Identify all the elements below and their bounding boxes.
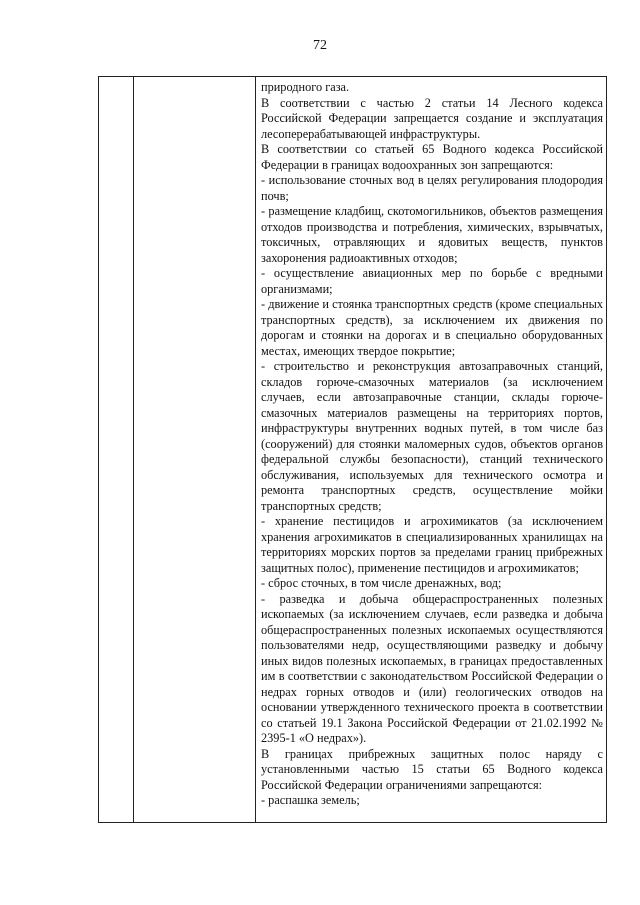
list-item: - строительство и реконструкция автозаправочных станций, складов горюче-смазочных материалов (за исключением случаев, если автозаправочные станции, склады горюче-смазочных материалов размещены на территориях портов, инфраструктуры внутренних водных путей, в том числе баз (сооружений) для стоянки маломерных судов, объектов органов федеральной службы безопасности), станций технического обслуживания, используемых для технического осмотра и ремонта транспортных средств, осуществление мойки транспортных средств;	[261, 359, 603, 513]
paragraph: В соответствии со статьей 65 Водного кодекса Российской Федерации в границах водоохранных зон запрещаются:	[261, 142, 603, 172]
list-item: - распашка земель;	[261, 793, 360, 807]
list-item: - осуществление авиационных мер по борьбе с вредными организмами;	[261, 266, 603, 296]
list-item: - использование сточных вод в целях регулирования плодородия почв;	[261, 173, 603, 203]
paragraph: В соответствии с частью 2 статьи 14 Лесного кодекса Российской Федерации запрещается создание и эксплуатация лесоперерабатывающей инфраструктуры.	[261, 95, 603, 141]
list-item: - движение и стоянка транспортных средств (кроме специальных транспортных средств), за исключением их движения по дорогам и стоянки на дорогах и в специально оборудованных местах, имеющих твердое покрытие;	[261, 297, 603, 358]
list-item: - размещение кладбищ, скотомогильников, объектов размещения отходов производства и потребления, химических, взрывчатых, токсичных, отравляющих и ядовитых веществ, пунктов захоронения радиоактивных отходов;	[261, 204, 603, 265]
column-divider-1	[133, 77, 134, 822]
list-item: - разведка и добыча общераспространенных полезных ископаемых (за исключением случаев, если разведка и добыча общераспространенных полезных ископаемых осуществляются пользователями недр, осуществляющими разведку и добычу иных видов полезных ископаемых, в границах предоставленных им в соответствии с законодательством Российской Федерации о недрах горных отводов и (или) геологических отводов на основании утвержденного технического проекта в соответствии со статьей 19.1 Закона Российской Федерации от 21.02.1992 № 2395-1 «О недрах»).	[261, 591, 603, 745]
table-cell-text	[261, 80, 603, 809]
column-divider-2	[255, 77, 256, 822]
paragraph: природного газа.	[261, 80, 350, 94]
document-table	[98, 76, 607, 823]
page-number: 72	[313, 38, 327, 53]
list-item: - хранение пестицидов и агрохимикатов (за исключением хранения агрохимикатов в специализированных хранилищах на территориях морских портов за пределами границ прибрежных защитных полос), применение пестицидов и агрохимикатов;	[261, 514, 603, 575]
paragraph: В границах прибрежных защитных полос наряду с установленными частью 15 статьи 65 Водного кодекса Российской Федерации ограничениями запрещаются:	[261, 746, 603, 792]
list-item: - сброс сточных, в том числе дренажных, вод;	[261, 576, 502, 590]
